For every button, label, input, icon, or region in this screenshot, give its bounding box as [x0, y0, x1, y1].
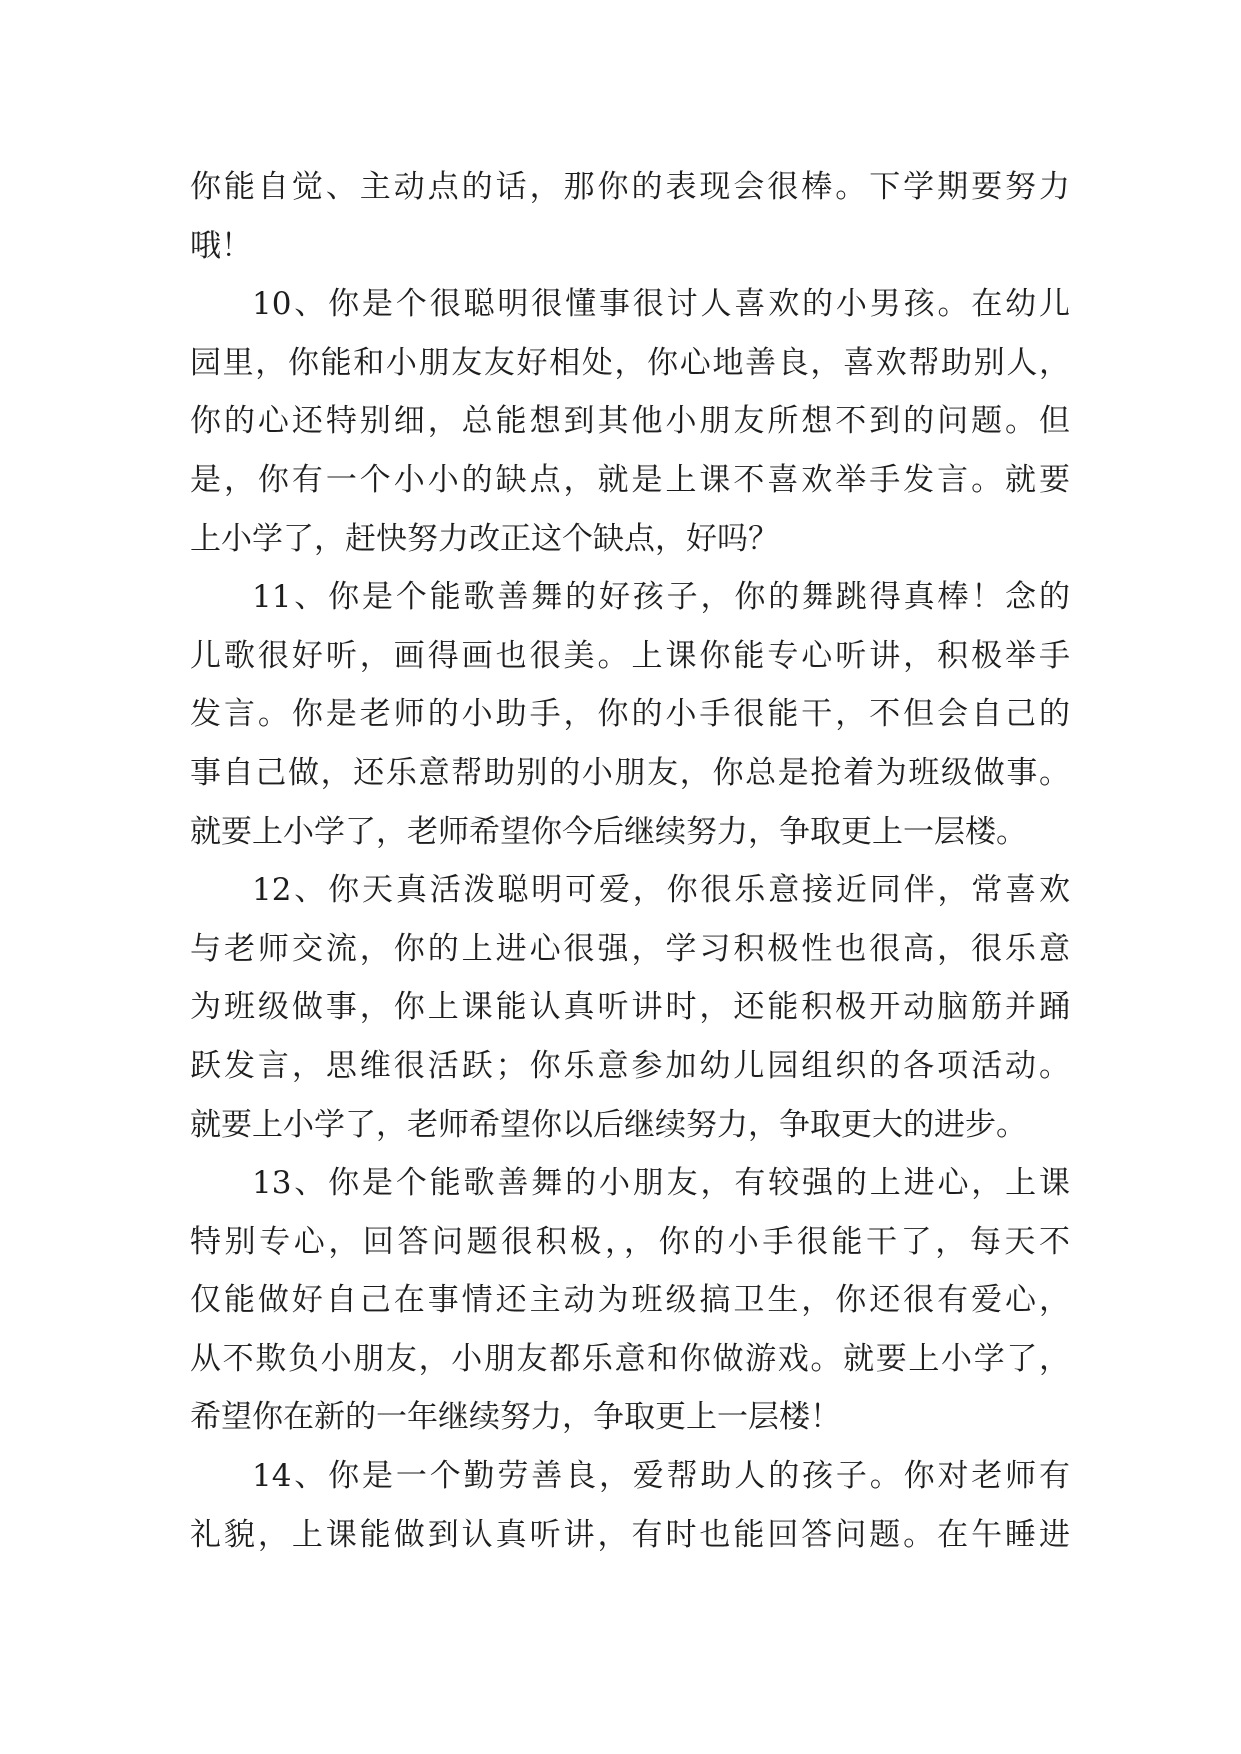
text-line: 你能自觉、主动点的话，那你的表现会很棒。下学期要努力 [190, 169, 1070, 205]
text-line: 特别专心，回答问题很积极，，你的小手很能干了，每天不 [190, 1223, 1070, 1260]
text-line: 为班级做事，你上课能认真听讲时，还能积极开动脑筋并踊 [190, 989, 1070, 1026]
text-line: 事自己做，还乐意帮助别的小朋友，你总是抢着为班级做事。 [190, 754, 1070, 791]
text-line: 是，你有一个小小的缺点，就是上课不喜欢举手发言。就要 [190, 461, 1070, 498]
text-line: 与老师交流，你的上进心很强，学习积极性也很高，很乐意 [190, 930, 1070, 967]
text-line: 礼貌，上课能做到认真听讲，有时也能回答问题。在午睡进 [190, 1516, 1070, 1553]
text-line: 13、你是个能歌善舞的小朋友，有较强的上进心，上课 [252, 1165, 1070, 1202]
text-line: 14、你是一个勤劳善良，爱帮助人的孩子。你对老师有 [252, 1458, 1070, 1495]
text-line: 上小学了，赶快努力改正这个缺点，好吗？ [190, 520, 779, 557]
document-body [190, 158, 1070, 1564]
text-line: 儿歌很好听，画得画也很美。上课你能专心听讲，积极举手 [190, 637, 1070, 674]
text-line: 从不欺负小朋友，小朋友都乐意和你做游戏。就要上小学了， [190, 1340, 1070, 1377]
text-line: 仅能做好自己在事情还主动为班级搞卫生，你还很有爱心， [190, 1282, 1070, 1319]
text-line: 发言。你是老师的小助手，你的小手很能干，不但会自己的 [190, 696, 1070, 733]
text-line: 12、你天真活泼聪明可爱，你很乐意接近同伴，常喜欢 [252, 872, 1070, 909]
text-line: 10、你是个很聪明很懂事很讨人喜欢的小男孩。在幼儿 [252, 286, 1070, 323]
text-line: 园里，你能和小朋友友好相处，你心地善良，喜欢帮助别人， [190, 344, 1070, 381]
text-line: 跃发言，思维很活跃；你乐意参加幼儿园组织的各项活动。 [190, 1047, 1070, 1084]
text-line: 希望你在新的一年继续努力，争取更上一层楼！ [190, 1399, 841, 1436]
text-line: 11、你是个能歌善舞的好孩子，你的舞跳得真棒！念的 [252, 579, 1070, 616]
text-line: 就要上小学了，老师希望你以后继续努力，争取更大的进步。 [190, 1106, 1027, 1143]
text-line: 你的心还特别细，总能想到其他小朋友所想不到的问题。但 [190, 403, 1070, 440]
text-line: 就要上小学了，老师希望你今后继续努力，争取更上一层楼。 [190, 813, 1027, 850]
text-line: 哦！ [190, 227, 252, 264]
